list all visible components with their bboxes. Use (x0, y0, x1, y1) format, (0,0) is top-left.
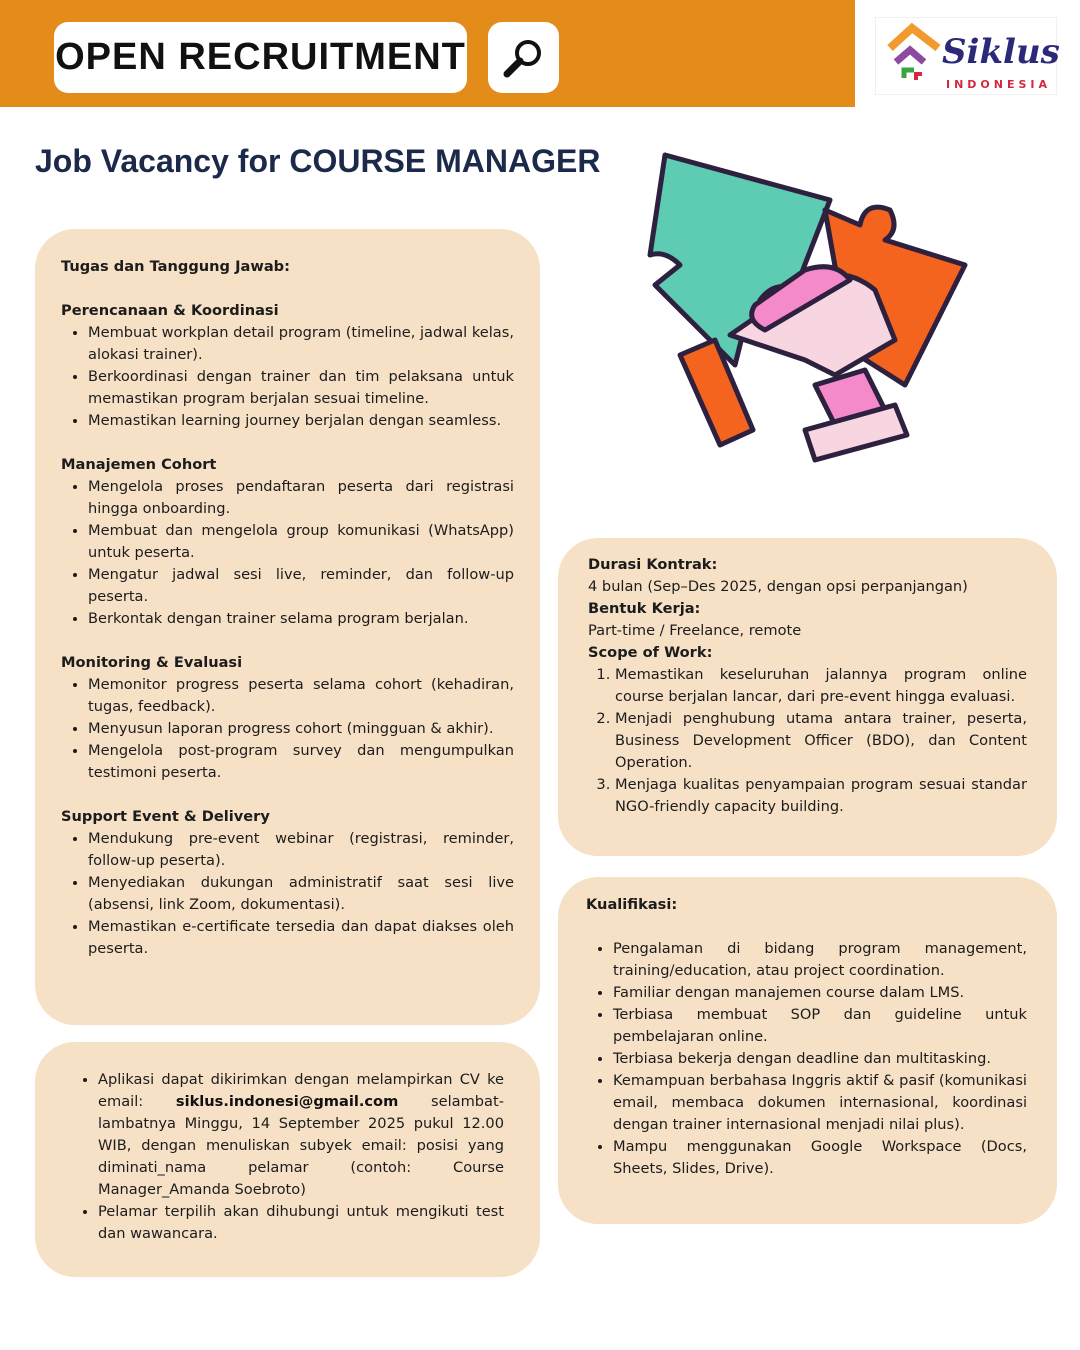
list-item (98, 1069, 504, 1201)
duration-label: Durasi Kontrak: (588, 556, 718, 573)
list-item: • Memonitor progress peserta selama cohort (kehadiran, tugas, feedback). (88, 674, 514, 718)
magnifier-icon (502, 36, 546, 80)
open-recruitment-banner: OPEN RECRUITMENT (54, 22, 467, 93)
duties-card (35, 229, 540, 1025)
apply-text: selambat-lambatnya Minggu, 14 September 2025 pukul 12.00 WIB, dengan menuliskan subyek email: posisi yang diminati_nama pelamar (contoh: Course Manager_Amanda Soebroto) (98, 1093, 504, 1198)
duties-section (61, 806, 514, 960)
section-title: Perencanaan & Koordinasi (61, 302, 279, 319)
list-item: • Terbiasa bekerja dengan deadline dan multitasking. (613, 1048, 1027, 1070)
handshake-puzzle-illustration (635, 140, 975, 485)
list-item: • Memastikan learning journey berjalan dengan seamless. (88, 410, 514, 432)
page-title: Job Vacancy for COURSE MANAGER (35, 143, 601, 179)
list-item: • Pengalaman di bidang program management, training/education, atau project coordination. (613, 938, 1027, 982)
scope-label: Scope of Work: (588, 644, 713, 661)
list-item: • Pelamar terpilih akan dihubungi untuk mengikuti test dan wawancara. (98, 1201, 504, 1245)
house-logo-icon (882, 22, 948, 92)
list-item: • Berkoordinasi dengan trainer dan tim pelaksana untuk memastikan program berjalan sesuai timeline. (88, 366, 514, 410)
list-item: 1. Memastikan keseluruhan jalannya program online course berjalan lancar, dari pre-event hingga evaluasi. (615, 664, 1027, 708)
email-link[interactable]: siklus.indonesi@gmail.com (175, 1093, 399, 1110)
list-item: • Menyusun laporan progress cohort (mingguan & akhir). (88, 718, 514, 740)
qualifications-heading: Kualifikasi: (586, 896, 678, 913)
duration-value: 4 bulan (Sep–Des 2025, dengan opsi perpanjangan) (588, 578, 968, 595)
apply-text: Aplikasi dapat dikirimkan dengan melampirkan CV ke email: (98, 1071, 504, 1110)
search-button (488, 22, 559, 93)
qualifications-card (558, 877, 1057, 1224)
list-item: • Mengelola post-program survey dan mengumpulkan testimoni peserta. (88, 740, 514, 784)
section-title: Manajemen Cohort (61, 456, 217, 473)
list-item: • Mendukung pre-event webinar (registrasi, reminder, follow-up peserta). (88, 828, 514, 872)
contract-card (558, 538, 1057, 856)
list-item: • Memastikan e-certificate tersedia dan dapat diakses oleh peserta. (88, 916, 514, 960)
work-form-label: Bentuk Kerja: (588, 600, 701, 617)
list-item: • Terbiasa membuat SOP dan guideline untuk pembelajaran online. (613, 1004, 1027, 1048)
duties-section (61, 300, 514, 432)
section-title: Monitoring & Evaluasi (61, 654, 243, 671)
duties-section (61, 454, 514, 630)
logo-wordmark: Siklus (942, 32, 1060, 72)
list-item: • Mengatur jadwal sesi live, reminder, dan follow-up peserta. (88, 564, 514, 608)
list-item: • Mengelola proses pendaftaran peserta dari registrasi hingga onboarding. (88, 476, 514, 520)
duties-section (61, 652, 514, 784)
list-item: • Berkontak dengan trainer selama program berjalan. (88, 608, 514, 630)
work-form-value: Part-time / Freelance, remote (588, 622, 802, 639)
list-item: • Membuat dan mengelola group komunikasi (WhatsApp) untuk peserta. (88, 520, 514, 564)
section-title: Support Event & Delivery (61, 808, 270, 825)
application-card (35, 1042, 540, 1277)
list-item: • Menyediakan dukungan administratif saat sesi live (absensi, link Zoom, dokumentasi). (88, 872, 514, 916)
list-item: • Kemampuan berbahasa Inggris aktif & pasif (komunikasi email, membaca dokumen internasional, koordinasi dengan trainer internasional menjadi nilai plus). (613, 1070, 1027, 1136)
list-item: • Familiar dengan manajemen course dalam LMS. (613, 982, 1027, 1004)
list-item: 2. Menjadi penghubung utama antara trainer, peserta, Business Development Officer (BDO), dan Content Operation. (615, 708, 1027, 774)
siklus-logo (875, 17, 1060, 95)
logo-subtitle: INDONESIA (946, 78, 1052, 91)
list-item: • Mampu menggunakan Google Workspace (Docs, Sheets, Slides, Drive). (613, 1136, 1027, 1180)
duties-heading: Tugas dan Tanggung Jawab: (61, 258, 290, 275)
list-item: • Membuat workplan detail program (timeline, jadwal kelas, alokasi trainer). (88, 322, 514, 366)
list-item: 3. Menjaga kualitas penyampaian program sesuai standar NGO-friendly capacity building. (615, 774, 1027, 818)
